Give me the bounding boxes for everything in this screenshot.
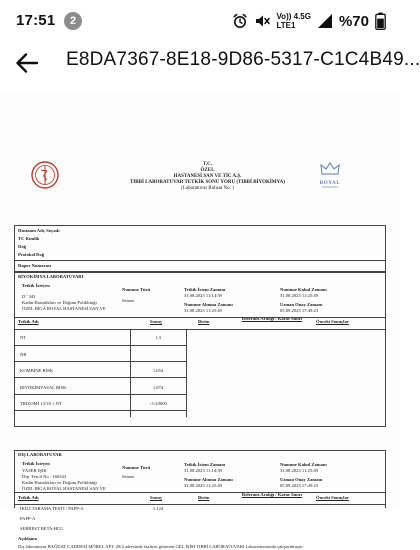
ministry-logo [30,160,60,195]
section1-title: BİYOKİMYA LABORATUVARI [18,274,84,279]
section2-requester-line-3: Kadın Hastalıkları ve Doğum Polikliniği [22,480,97,485]
section2-sample-type: Serum [122,474,134,479]
section2-row-1-name: İKİLİ TARAMA TESTİ / PAPP-A [20,506,84,511]
patient-tc-label: TC Kimlik [18,236,40,241]
report-number-label: Rapor Numarası [18,263,51,268]
section2-requester-line-4: ÖZEL BİGA ROYAL HASTANESİ SAN VE [22,486,106,491]
notification-count-badge: 2 [64,12,82,30]
patient-name-label: Hastanın Adı, Soyadı [18,228,60,233]
patient-info-box [14,225,386,272]
section1-requester-line-3: ÖZEL BİGA ROYAL HASTANESİ SAN VE [22,306,106,311]
patient-dob-label: Doğ [18,244,26,249]
section2-requester-line-2: Dip. Tescil No : 166343 [22,474,67,479]
status-bar [0,0,400,40]
document-title: E8DA7367-8E18-9D86-5317-C1C4B49... [66,49,420,70]
signal-icon [317,13,333,29]
section1-take-time-label: Numune Alınma Zamanı [184,302,233,307]
section1-row-5-name: TRİZOMİ 13/18 + NT [20,401,62,406]
section1-col-unit: Birim [198,319,210,324]
section1-take-time: 31.08.2023 11:25:49 [184,308,222,313]
network-type-bottom: LTE1 [276,21,296,30]
section2-approve-time: 05.09.2023 17:49:23 [280,483,319,488]
patient-protocol-label: Protokol Doğ [18,252,45,257]
section1-sample-type-label: Numune Türü [122,287,151,292]
section1-request-time: 31.08.2023 11:14:59 [184,293,222,298]
back-button[interactable] [10,46,44,80]
section1-col-result: Sonuç [150,319,163,324]
app-bar [0,40,420,84]
section2-note: Dış laboratuvar BAĞDAT CADDESİ MÖREL APT. 28/2 adresinde faaliyet gösteren GEL İŞİM TIBBİ LABORATUVARI Laboratuvarında çalıştırılmıştır. [18,544,304,549]
section1-requester-line-2: Kadın Hastalıkları ve Doğum Polikliniği [22,300,97,305]
status-time: 17:51 [16,12,56,29]
section1-requester-line-1: D ' 343 [22,294,36,299]
section1-row-4-name: BİYOKİMYASAL RİSK [20,385,67,390]
section2-col-reference: Referans Aralığı / Karar Sınırı [241,492,303,497]
section2-take-time: 31.08.2023 11:25:49 [184,483,222,488]
section1-col-test: Tetkik Adı [18,319,39,324]
section1-row-3-name: KOMBİNE RİSK [20,368,54,373]
section2-approve-time-label: Uzman Onay Zamanı [280,477,323,482]
section2-accept-time: 31.08.2023 11:25:49 [280,468,318,473]
section1-approve-time: 05.09.2023 17:49:23 [280,308,319,313]
section1-request-time-label: Tetkik İstem Zamanı [184,287,226,292]
report-page [0,92,400,549]
section1-requester-label: Tetkik İsteyen [22,283,50,288]
section2-col-result: Sonuç [150,495,163,500]
section2-col-test: Tetkik Adı [18,495,39,500]
header-line-3: HASTANESİ SAN VE TİC A.Ş. [173,174,242,179]
section1-col-previous: Önceki Sonuçlar [316,319,349,324]
section1-col-reference: Referans Aralığı / Karar Sınırı [241,316,303,321]
section1-accept-time: 31.08.2023 11:25:49 [280,293,318,298]
section2-accept-time-label: Numune Kabul Zamanı [280,462,327,467]
arrow-left-icon [16,53,38,73]
document-viewer[interactable] [0,92,400,549]
royal-logo [312,162,348,189]
section1-row-3-result: 1.654 [152,368,164,373]
royal-logo-subtext: HASTANESİ [322,186,338,189]
section2-note-label: Açıklama [18,536,37,541]
section2-row-1-result: 1.124 [152,506,164,511]
battery-percentage: %70 [338,12,369,30]
crown-icon [320,162,340,176]
section1-sample-type: Serum [122,298,134,303]
section1-row-2-name: NB [20,352,27,357]
header-line-2: ÖZEL [200,168,215,173]
section2-request-time-label: Tetkik İstem Zamanı [184,462,226,467]
report-header [95,162,320,192]
header-line-1: T.C. [202,162,213,167]
royal-logo-text: ROYAL [319,181,341,186]
section2-title: DIŞ LABORATUVAR [18,452,62,457]
section1-row-1-name: NT [20,335,27,340]
section1-row-4-result: 1.874 [152,385,164,390]
section2-row-3-name: SERBEST BETA-HCG [20,526,64,531]
status-indicators [232,10,386,32]
network-type-top: Vo)) 4.5G [276,12,311,21]
network-type [276,12,311,30]
header-line-4: TIBBİ LABORATUVAR TETKİK SONU YORU (TIBBİ BİYOKİMYA) [130,180,285,185]
section1-row-5-result: <1/10000 [149,401,167,406]
battery-icon [375,12,386,30]
section2-row-2-name: PAPP-A [20,516,36,521]
section2-col-previous: Önceki Sonuçlar [316,495,349,500]
alarm-icon [232,13,248,29]
section1-row-1-result: 1,3 [155,335,161,340]
section2-take-time-label: Numune Alınma Zamanı [184,477,233,482]
section1-accept-time-label: Numune Kabul Zamanı [280,287,327,292]
section2-requester-line-1: YASER IŞIK [22,468,47,473]
section2-requester-label: Tetkik İsteyen [22,461,50,466]
section1-approve-time-label: Uzman Onay Zamanı [280,302,323,307]
section2-request-time: 31.08.2023 11:14:39 [184,468,222,473]
section2-sample-type-label: Numune Türü [122,465,151,470]
mute-icon [254,13,270,29]
header-line-5: (Laboratuvar Ruhsat No: ) [181,186,234,191]
section2-col-unit: Birim [198,495,210,500]
